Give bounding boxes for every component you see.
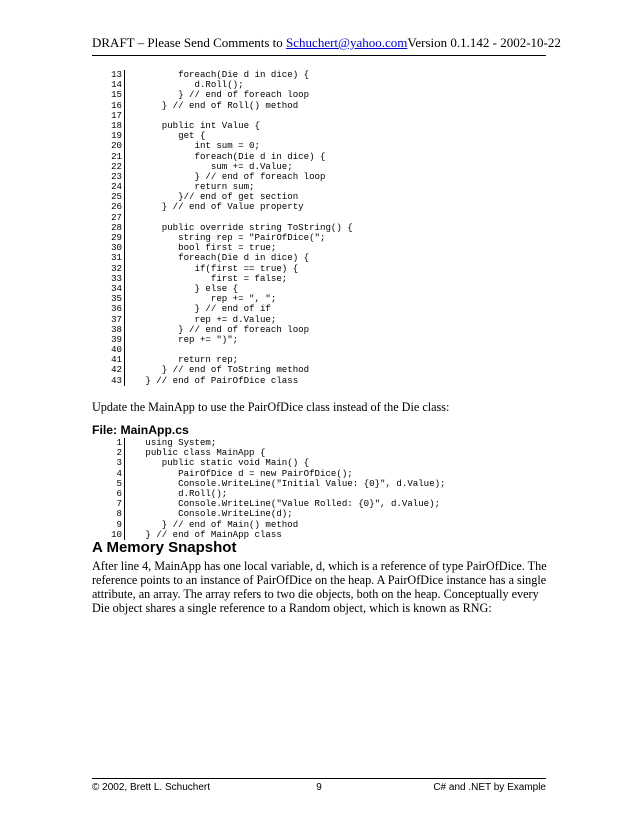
header-draft-text: DRAFT – Please Send Comments to: [92, 35, 287, 50]
line-number: 6: [92, 489, 125, 499]
header-version: Version 0.1.142 - 2002-10-22: [407, 35, 561, 50]
code-text: if(first == true) {: [129, 262, 299, 274]
line-number: 38: [92, 325, 125, 335]
code-text: public static void Main() {: [129, 457, 310, 469]
code-text: string rep = "PairOfDice(";: [129, 232, 326, 243]
code-text: } // end of Value property: [129, 201, 304, 213]
line-number: 28: [92, 223, 125, 233]
code-text: sum += d.Value;: [129, 160, 293, 172]
code-text: foreach(Die d in dice) {: [129, 252, 310, 264]
email-link[interactable]: Schuchert@yahoo.com: [286, 35, 408, 50]
line-number: 22: [92, 162, 125, 172]
line-number: 31: [92, 253, 125, 263]
code-text: rep += ")";: [129, 333, 239, 345]
paragraph-update-mainapp: Update the MainApp to use the PairOfDice class instead of the Die class:: [92, 400, 450, 414]
line-number: 39: [92, 335, 125, 345]
code-text: using System;: [129, 437, 217, 448]
code-text: } // end of Roll() method: [129, 99, 299, 111]
code-text: } // end of Main() method: [129, 518, 299, 530]
line-number: 20: [92, 141, 125, 151]
code-line: [92, 141, 353, 151]
code-text: Console.WriteLine(d);: [129, 508, 293, 520]
line-number: 3: [92, 458, 125, 468]
line-number: 18: [92, 121, 125, 131]
code-text: }// end of get section: [129, 191, 299, 203]
code-text: rep += ", ";: [129, 293, 277, 305]
code-listing-mainapp: [92, 438, 446, 540]
code-text: } // end of MainApp class: [129, 528, 282, 540]
code-text: } // end of foreach loop: [129, 323, 310, 335]
code-listing-pairofdice: [92, 70, 353, 386]
line-number: 34: [92, 284, 125, 294]
line-number: 30: [92, 243, 125, 253]
code-text: [125, 212, 129, 223]
line-number: 27: [92, 213, 125, 223]
code-text: } // end of foreach loop: [129, 89, 310, 101]
line-number: 5: [92, 479, 125, 489]
code-line: [92, 304, 353, 314]
code-text: Console.WriteLine("Value Rolled: {0}", d.Value);: [129, 498, 441, 510]
code-text: } // end of ToString method: [129, 364, 310, 376]
code-text: first = false;: [129, 272, 288, 284]
file-label: File: MainApp.cs: [92, 423, 189, 437]
line-number: 9: [92, 520, 125, 530]
line-number: 29: [92, 233, 125, 243]
code-text: public class MainApp {: [129, 447, 266, 459]
code-text: foreach(Die d in dice) {: [129, 150, 326, 162]
header-left: [92, 35, 407, 51]
code-text: foreach(Die d in dice) {: [129, 69, 310, 80]
line-number: 35: [92, 294, 125, 304]
code-text: } // end of PairOfDice class: [129, 374, 299, 386]
line-number: 14: [92, 80, 125, 90]
code-line: [92, 509, 446, 519]
code-line: [92, 202, 353, 212]
code-text: return sum;: [129, 181, 255, 193]
code-text: } // end of foreach loop: [129, 170, 326, 182]
line-number: 40: [92, 345, 125, 355]
line-number: 42: [92, 365, 125, 375]
code-text: int sum = 0;: [129, 140, 260, 152]
line-number: 21: [92, 152, 125, 162]
code-text: d.Roll();: [129, 79, 244, 91]
line-number: 37: [92, 315, 125, 325]
line-number: 2: [92, 448, 125, 458]
code-text: get {: [129, 130, 206, 142]
line-number: 13: [92, 70, 125, 80]
code-text: rep += d.Value;: [129, 313, 277, 325]
line-number: 25: [92, 192, 125, 202]
section-heading: A Memory Snapshot: [92, 539, 237, 556]
code-text: PairOfDice d = new PairOfDice();: [129, 467, 353, 479]
line-number: 8: [92, 509, 125, 519]
line-number: 7: [92, 499, 125, 509]
code-text: d.Roll();: [129, 487, 228, 499]
line-number: 15: [92, 90, 125, 100]
footer-copyright: © 2002, Brett L. Schuchert: [92, 782, 210, 793]
paragraph-memory-snapshot: After line 4, MainApp has one local variable, d, which is a reference of type PairOfDice. The reference points to an instance of PairOfDice on the heap. A PairOfDice instance has a single attribute, an array. The array refers to two die objects, both on the heap. Conceptually every Die object shares a single reference to a Random object, which is known as RNG:: [92, 559, 547, 615]
line-number: 32: [92, 264, 125, 274]
code-text: } // end of if: [129, 303, 271, 315]
code-line: [92, 101, 353, 111]
line-number: 43: [92, 376, 125, 386]
line-number: 41: [92, 355, 125, 365]
code-text: bool first = true;: [129, 242, 277, 254]
line-number: 33: [92, 274, 125, 284]
line-number: 26: [92, 202, 125, 212]
line-number: 36: [92, 304, 125, 314]
line-number: 1: [92, 438, 125, 448]
line-number: 19: [92, 131, 125, 141]
code-line: [92, 335, 353, 345]
code-text: public int Value {: [129, 119, 260, 131]
footer-book-title: C# and .NET by Example: [433, 782, 546, 793]
code-text: return rep;: [129, 354, 239, 366]
page-header: [92, 35, 561, 56]
line-number: 17: [92, 111, 125, 121]
line-number: 16: [92, 101, 125, 111]
line-number: 10: [92, 530, 125, 540]
code-text: } else {: [129, 282, 239, 294]
code-line: [92, 376, 353, 386]
code-text: public override string ToString() {: [129, 221, 353, 233]
line-number: 4: [92, 469, 125, 479]
page-number: 9: [316, 782, 322, 793]
code-text: Console.WriteLine("Initial Value: {0}", d.Value);: [129, 477, 446, 489]
line-number: 23: [92, 172, 125, 182]
page-footer: [92, 778, 546, 794]
line-number: 24: [92, 182, 125, 192]
